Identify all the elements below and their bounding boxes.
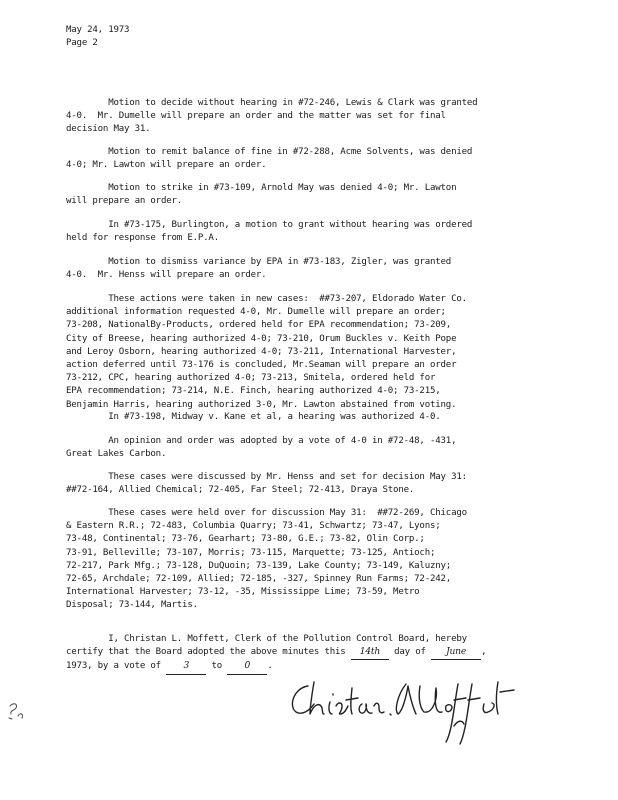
text-line: 4-0; Mr. Lawton will prepare an order. bbox=[66, 160, 267, 171]
text-line: EPA recommendation; 73-214, N.E. Finch, hearing authorized 4-0; 73-215, bbox=[66, 386, 441, 397]
text-line: decision May 31. bbox=[66, 124, 151, 135]
text-line: Motion to remit balance of fine in #72-288, Acme Solvents, was denied bbox=[66, 147, 473, 157]
handwritten-day: 14th bbox=[351, 646, 389, 660]
header-date: May 24, 1973 bbox=[66, 25, 130, 35]
text-line: 73-48, Continental; 73-76, Gearhart; 73-80, G.E.; 73-82, Olin Corp.; bbox=[66, 534, 425, 545]
text-fragment: . bbox=[267, 661, 273, 672]
text-line: 72-65, Archdale; 72-109, Allied; 72-185, -327, Spinney Run Farms; 72-242, bbox=[66, 574, 452, 585]
text-line: International Harvester; 73-12, -35, Mississippe Lime; 73-59, Metro bbox=[66, 587, 420, 598]
text-line: An opinion and order was adopted by a vote of 4-0 in #72-48, -431, bbox=[66, 436, 457, 446]
text-line: City of Breese, hearing authorized 4-0; 73-210, Orum Buckles v. Keith Pope bbox=[66, 333, 457, 344]
text-line: These cases were discussed by Mr. Henss and set for decision May 31: bbox=[66, 472, 467, 482]
text-line: Motion to dismiss variance by EPA in #73-183, Zigler, was granted bbox=[66, 257, 452, 267]
handwritten-month: June bbox=[431, 646, 481, 660]
paragraph-opinion-72-48 bbox=[66, 435, 456, 461]
paragraph-new-cases bbox=[66, 293, 467, 412]
paragraph-motion-72-246 bbox=[66, 97, 477, 137]
header-page-number: Page 2 bbox=[66, 38, 98, 49]
text-line: ##72-164, Allied Chemical; 72-405, Far Steel; 72-413, Draya Stone. bbox=[66, 485, 415, 496]
text-line: and Leroy Osborn, hearing authorized 4-0; 73-211, International Harvester, bbox=[66, 346, 457, 357]
text-fragment: to bbox=[206, 661, 228, 672]
clerk-certification bbox=[66, 633, 486, 675]
text-line: In #73-175, Burlington, a motion to grant without hearing was ordered bbox=[66, 220, 473, 230]
text-line: 4-0. Mr. Henss will prepare an order. bbox=[66, 270, 267, 281]
paragraph-motion-72-288 bbox=[66, 146, 472, 172]
text-fragment: 1973, by a vote of bbox=[66, 661, 167, 672]
paragraph-held-over-cases bbox=[66, 507, 467, 613]
text-line: additional information requested 4-0, Mr. Dumelle will prepare an order; bbox=[66, 307, 446, 318]
text-line: Motion to strike in #73-109, Arnold May was denied 4-0; Mr. Lawton bbox=[66, 183, 457, 193]
text-line: action deferred until 73-176 is concluded, Mr.Seaman will prepare an order bbox=[66, 360, 457, 371]
text-line: 73-91, Belleville; 73-107, Morris; 73-115, Marquette; 73-125, Antioch; bbox=[66, 547, 436, 558]
paragraph-case-73-198 bbox=[66, 411, 441, 424]
text-line: Motion to decide without hearing in #72-246, Lewis & Clark was granted bbox=[66, 98, 478, 108]
text-line: 73-208, NationalBy-Products, ordered held for EPA recommendation; 73-209, bbox=[66, 320, 452, 331]
handwritten-vote-for: 3 bbox=[166, 660, 206, 674]
text-line: Great Lakes Carbon. bbox=[66, 449, 167, 460]
text-fragment: day of bbox=[388, 647, 432, 658]
text-line: & Eastern R.R.; 72-483, Columbia Quarry; 73-41, Schwartz; 73-47, Lyons; bbox=[66, 521, 441, 532]
paragraph-motion-73-109 bbox=[66, 182, 456, 208]
text-line: 73-212, CPC, hearing authorized 4-0; 73-213, Smitela, ordered held for bbox=[66, 373, 436, 384]
text-line: will prepare an order. bbox=[66, 196, 183, 207]
text-fragment: certify that the Board adopted the above minutes this bbox=[66, 647, 351, 658]
text-line: held for response from E.P.A. bbox=[66, 233, 219, 244]
text-fragment: , bbox=[481, 647, 487, 658]
text-line: Disposal; 73-144, Martis. bbox=[66, 600, 198, 611]
paragraph-motion-73-175 bbox=[66, 219, 472, 245]
text-line: These actions were taken in new cases: ##73-207, Eldorado Water Co. bbox=[66, 294, 467, 304]
page-header bbox=[66, 24, 129, 50]
margin-annotation-mark bbox=[6, 700, 26, 722]
text-line: 4-0. Mr. Dumelle will prepare an order and the matter was set for final bbox=[66, 111, 446, 122]
text-line: Benjamin Harris, hearing authorized 3-0, Mr. Lawton abstained from voting. bbox=[66, 399, 457, 410]
text-line: In #73-198, Midway v. Kane et al, a hearing was authorized 4-0. bbox=[66, 412, 441, 422]
handwritten-vote-against: 0 bbox=[227, 660, 267, 674]
paragraph-discussed-cases bbox=[66, 471, 467, 497]
text-line: 72-217, Park Mfg.; 73-128, DuQuoin; 73-139, Lake County; 73-149, Kaluzny; bbox=[66, 560, 452, 571]
text-line: I, Christan L. Moffett, Clerk of the Pollution Control Board, hereby bbox=[66, 634, 467, 644]
text-line: These cases were held over for discussion May 31: ##72-269, Chicago bbox=[66, 508, 467, 518]
handwritten-signature bbox=[286, 676, 516, 746]
paragraph-motion-73-183 bbox=[66, 256, 451, 282]
